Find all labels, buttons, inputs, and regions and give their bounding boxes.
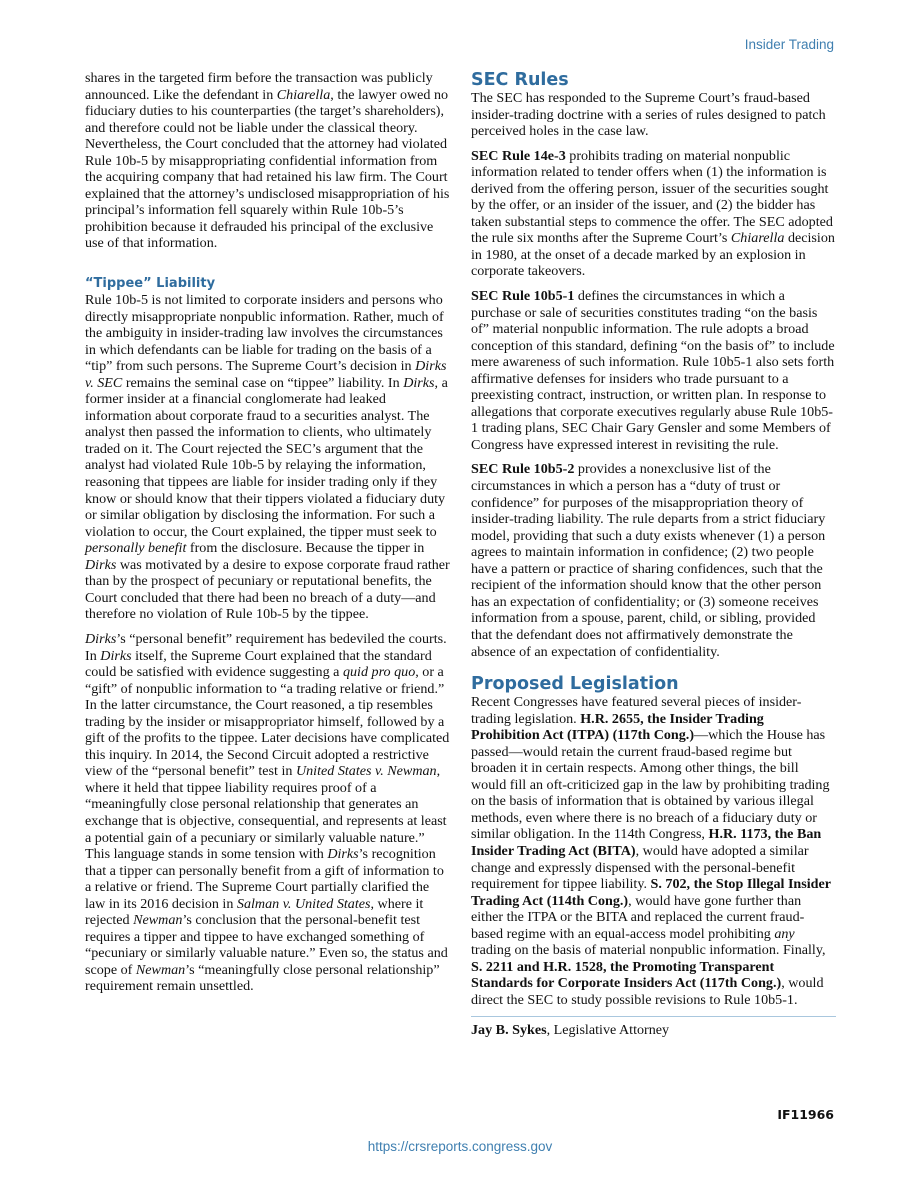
bold-term: S. 2211 and H.R. 1528, the Promoting Transparent Standards for Corporate Insiders Act (117th Cong.) xyxy=(471,958,782,992)
author-name: Jay B. Sykes xyxy=(471,1022,547,1039)
text-run: , would direct the SEC to study possible revisions to Rule 10b5-1. xyxy=(471,975,824,1008)
italic-term: Dirks xyxy=(85,630,117,647)
sec-rules-intro xyxy=(471,90,836,140)
personal-benefit-paragraph xyxy=(85,631,450,995)
footer-url-link[interactable]: https://crsreports.congress.gov xyxy=(367,1139,553,1154)
italic-term: quid pro quo xyxy=(342,664,416,681)
tippee-liability-heading: “Tippee” Liability xyxy=(85,276,216,292)
text-run: Rule 10b-5 is not limited to corporate insiders and persons who directly misappropriate nonpublic information. Rather, much of the ambiguity in insider-trading law involves the circumstances in which defendants can be liable for trading on the basis of a “tip” from such persons. The Supreme Court’s decision in xyxy=(85,292,444,375)
rule-14e-3-paragraph xyxy=(471,148,836,280)
italic-term: personally benefit xyxy=(85,540,187,557)
bold-term: H.R. 1173, the Ban Insider Trading Act (BITA) xyxy=(471,826,822,859)
text-run: from the disclosure. Because the tipper in xyxy=(186,540,425,557)
bold-term: SEC Rule 10b5-2 xyxy=(471,461,575,478)
italic-term: United States v. Newman xyxy=(295,763,437,780)
italic-term: Salman v. United States xyxy=(236,895,371,912)
bold-term: SEC Rule 14e-3 xyxy=(471,147,566,164)
text-run: trading on the basis of material nonpublic information. Finally, xyxy=(471,942,826,959)
italic-term: Chiarella xyxy=(730,230,785,247)
report-id: IF11966 xyxy=(777,1107,834,1122)
author-line xyxy=(471,1022,836,1039)
text-run: —which the House has passed—would retain the current fraud-based regime but broaden it in certain respects. Among other things, the bill would fill an oft-criticized gap in the law by prohibiting trading on the basis of information that is obtained by various illegal methods, even where there is no breach of a fiduciary duty or similar obligation. In the 114th Congress, xyxy=(471,727,830,843)
proposed-legislation-paragraph xyxy=(471,694,836,1008)
bold-term: H.R. 2655, the Insider Trading Prohibition Act (ITPA) (117th Cong.) xyxy=(471,710,764,744)
rule-10b5-2-paragraph xyxy=(471,461,836,660)
italic-term: Chiarella xyxy=(276,86,331,103)
text-run: , where it rejected xyxy=(85,895,424,929)
text-run: ’s “personal benefit” requirement has bedeviled the courts. In xyxy=(85,630,447,664)
text-run: prohibits trading on material nonpublic information related to tender offers when (1) the information is derived from the offering person, issuer of the securities sought by the offer, or an insider of the issuer, and (2) the bidder has taken substantial steps to commence the offer. The SEC adopted the rule six months after the Supreme Court’s xyxy=(471,147,833,247)
text-run: provides a nonexclusive list of the circumstances in which a person has a “duty of trust or confidence” for purposes of the misappropriation theory of insider-trading liability. The rule departs from a strict fiduciary model, providing that such a duty exists whenever (1) a person agrees to maintain information in confidence; (2) two people have a pattern or practice of sharing confidences, such that the recipient of the information should know that the other person has an expectation of confidentiality; or (3) someone receives information from a spouse, parent, child, or sibling, provided that the defendant does not affirmatively demonstrate the absence of an expectation of confidentiality. xyxy=(471,461,826,660)
tippee-liability-paragraph xyxy=(85,292,450,623)
text-run: ’s conclusion that the personal-benefit test requires a tipper and tippee to have exchanged something of “pecuniary or similarly valuable nature.” Even so, the status and scope of xyxy=(85,912,448,978)
text-run: , a former insider at a financial conglomerate had leaked information about corporate fraud to a securities analyst. The analyst then passed the information to clients, who ultimately traded on it. The Court rejected the SEC’s argument that the analyst had violated Rule 10b-5 by relaying the information, reasoning that tippees are liable for insider trading only if they know or should know that their tippers violated a fiduciary duty or similar obligation by disclosing the information. For such a violation to occur, the Court explained, the tipper must seek to xyxy=(85,374,448,540)
text-run: , would have gone further than either the ITPA or the BITA and replaced the current fraud-based regime with an equal-access model prohibiting xyxy=(471,892,805,942)
text-run: , or a “gift” of nonpublic information to “a trading relative or friend.” In the latter circumstance, the Court reasoned, a tip resembles trading by the insider or misappropriator himself, followed by a gift of the profits to the tippee. Later decisions have complicated this inquiry. In 2014, the Second Circuit adopted a restrictive view of the “personal benefit” test in xyxy=(85,664,450,780)
right-column xyxy=(471,70,836,1039)
italic-term: Newman xyxy=(135,961,186,978)
text-run: ’s “meaningfully close personal relationship” requirement remain unsettled. xyxy=(85,961,440,995)
italic-term: any xyxy=(774,925,795,942)
text-run: , the lawyer owed no fiduciary duties to his counterparties (the target’s shareholders), and therefore could not be liable under the classical theory. Nevertheless, the Court concluded that the attorney had violated Rule 10b-5 by misappropriating confidential information from the acquiring company that had retained his law firm. The Court explained that the attorney’s undisclosed misappropriation of his principal’s information fell squarely within Rule 10b-5’s prohibition because it defrauded his principal of the exclusive use of that information. xyxy=(85,86,450,252)
text-run: remains the seminal case on “tippee” liability. In xyxy=(122,374,404,391)
text-run: ’s recognition that a tipper can personally benefit from a gift of information to a relative or friend. The Supreme Court partially clarified the law in its 2016 decision in xyxy=(85,846,444,912)
text-run: was motivated by a desire to expose corporate fraud rather than by the prospect of pecuniary or reputational benefits, the Court concluded that there had been no breach of a duty—and therefore no violation of Rule 10b-5 by the tippee. xyxy=(85,556,450,623)
italic-term: Dirks xyxy=(85,556,117,573)
text-run: , where it held that tippee liability requires proof of a “meaningfully close personal relationship that generates an exchange that is objective, consequential, and represents at least a potential gain of a pecuniary or similarly valuable nature.” This language stands in some tension with xyxy=(85,763,447,863)
author-title: , Legislative Attorney xyxy=(546,1022,670,1039)
text-run: defines the circumstances in which a purchase or sale of securities constitutes trading “on the basis of” material nonpublic information. The rule adopts a broad conception of this standard, defining “on the basis of” to include mere awareness of such information. Rule 10b5-1 also sets forth affirmative defenses for insiders who trade pursuant to a preexisting contract, instruction, or written plan. In response to allegations that corporate executives regularly abuse Rule 10b5-1 trading plans, SEC Chair Gary Gensler and some Members of Congress have expressed interest in revisiting the rule. xyxy=(471,288,835,453)
italic-term: Dirks xyxy=(327,846,359,863)
bold-term: S. 702, the Stop Illegal Insider Trading Act (114th Cong.) xyxy=(471,876,831,909)
text-run: decision in 1980, at the onset of a decade marked by an explosion in corporate takeovers. xyxy=(471,230,835,280)
italic-term: Newman xyxy=(133,912,183,929)
text-run: , would have adopted a similar change and expressly dispensed with the personal-benefit requirement for tippee liability. xyxy=(471,842,809,893)
bold-term: SEC Rule 10b5-1 xyxy=(471,288,575,305)
italic-term: Dirks v. SEC xyxy=(85,358,447,391)
rule-10b5-1-paragraph xyxy=(471,288,836,453)
left-column xyxy=(85,70,450,995)
proposed-legislation-heading: Proposed Legislation xyxy=(471,674,679,695)
text-run: Recent Congresses have featured several pieces of insider-trading legislation. xyxy=(471,694,802,727)
text-run: itself, the Supreme Court explained that the standard could be satisfied with evidence suggesting a xyxy=(85,647,432,681)
italic-term: Dirks xyxy=(403,374,435,391)
running-header-title: Insider Trading xyxy=(744,37,834,52)
italic-term: Dirks xyxy=(100,647,132,664)
author-divider xyxy=(471,1016,836,1017)
sec-rules-heading: SEC Rules xyxy=(471,70,569,90)
misappropriation-paragraph xyxy=(85,70,450,252)
text-run: The SEC has responded to the Supreme Court’s fraud-based insider-trading doctrine with a series of rules designed to patch perceived holes in the case law. xyxy=(471,90,826,140)
text-run: shares in the targeted firm before the transaction was publicly announced. Like the defendant in xyxy=(85,70,433,103)
